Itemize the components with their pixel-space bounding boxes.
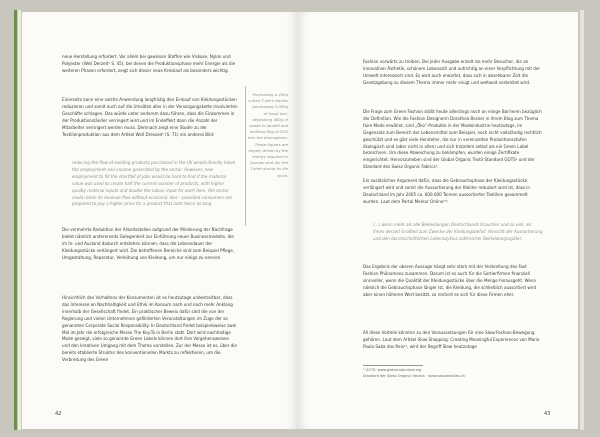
left-paragraph-1: neue Herstellung erfordert. Vor allem bei gewissen Stoffen wie Viskose, Nylon und Polyester (Weil Derzeit¹ S. 45), bei denen die Produktionsphase mehr Energie als die weiteren Phasen erfordert, zeigt sich dieser neue Kreislauf als besonders wichtig. <box>62 54 236 73</box>
right-paragraph-5: All diese Vorteile könnten zu den Voraussetzungen für eine Slow-Fashion-Bewegung gehören. Laut dem Artikel Slow Shopping: Creating Meaningful Experiences von Maria Paula Saba dos Reis¹⁴, wird der Begriff Slow heutzutage <box>363 330 540 349</box>
left-page <box>22 12 297 429</box>
left-quote: reducing the flow of existing products purchased in the UK would directly halve the employment and income generated by the sector. However, new employment to fill the shortfall of jobs would be hard to find if the material value was used to create half the current number of products, with higher quality material inputs and double the labour input for each item, the sector could retain its revenue flow without economic loss – provided consumers are prepared to pay a higher price for a product that lasts twice as long. <box>72 160 236 207</box>
right-quote: (…) wenn mehr als alle Bekleidungen Deutschlands brauchen und so viel, als ihnen derzeit Großteil zum Zwecke der Kleidungsbefall. Hinsicht der Aussortierung und den durchschnittlichen Lebenszyklus zahlreicher Bekleidungssgüter. <box>373 222 543 241</box>
book-edge-green <box>14 10 17 430</box>
page-number-right: 43 <box>544 411 551 417</box>
right-paragraph-3: Ein zusätzliches Argument dafür, dass die Gebrauchsphase der Kleidungsstücke verlängert wird und somit die Aussortierung der Kleider reduziert wird ist, dass in Deutschland im Jahr 2005 ca. 600.000 Tonnen aussortierter Textilien gesammelt wurden. Laut dem Portal Merkur Online¹³: <box>363 178 531 204</box>
book-edge-right <box>580 10 584 430</box>
footnote-rule <box>363 365 423 366</box>
sidenote-rule <box>245 86 246 226</box>
footnote-1: ¹ GOTS: www.global-standard.org <box>363 368 422 372</box>
left-paragraph-3: Die vermehrte Reduktion der Arbeitsstellen aufgrund der Minderung der Nachfrage bietet nämlich andererseits Gelegenheit zur Einführung neuer Businessmodelle, die im In- und Ausland dadurch entstehen können, dass die Lebensdauer der Kleidungsstücke verlängert wird. Die betroffenen Bereiche sind zum Beispiel Pflege, Umgestaltung, Reparatur, Verleihung von Kleidung, um nur einige zu nennen. <box>62 227 235 260</box>
page-number-left: 42 <box>55 411 62 417</box>
right-paragraph-4: Das Ergebnis der oberen Aussage hängt sehr stark mit der Verbreitung des Fast Fashion Phänomens zusammen. Darum ist es auch für die Sortierfirmen finanziell sinnvoller, wenn die Qualität der Kleidungsstücke über die Menge hinausgeht. Wenn nämlich die Gebrauchsphase länger ist, die Kleidung, die schließlich aussortiert wird aber einen höheren Wert besitzt, so rentiert es sich für diese Firmen eher. <box>363 264 537 297</box>
footnote-2: Standard der Swiss Organic Fabrics · www.swisstextiles.ch <box>363 374 465 378</box>
left-paragraph-2: Einerseits kann eine solche Anwendung langfristig den Einkauf von Kleidungsstücken reduzieren und somit auch auf die Umsätze aller in der Versorgungskette involvierten Geschäfte schlagen. Das würde unter anderem dazu führen, dass die Einkommen in der Produktionsländer verringert wird und im Endeffekt dann die Anzahl der Mitarbeiter verringert werden muss. Demnach zeigt eine Studie zu der Textilienproduktion aus dem Artikel Well Dressed² (S. 71) ein anderes Bild: <box>62 97 238 137</box>
right-paragraph-1: Fashion vorwärts zu treiben. Bei jeder Ausgabe erzielt sie mehr Besucher, die an innovativer Ästhetik, schönem Lebensstil und aufrichtig an einer Verpflichtung mit der Umwelt interessiert sind. Es wird auch erwartet, dass sich in absehbarer Zeit die Gesetzgebung zu diesem Thema immer mehr einigt und weltweit verbreitet wird. <box>363 59 541 85</box>
left-paragraph-4: Hinsichtlich des Verhaltens der Konsumenten ist es heutzutage unbestreitbar, dass das Interesse an Nachhaltigkeit und Ethik im Konsum nach und nach mehr Anklang innerhalb der Gesellschaft findet. Ein praktischer Beweis dafür sind die von der Regierung und vielen Unternehmen geförderten Veranstaltungen im Zuge der so genannten Corporate Social Responsibility. In Deutschland findet beispielsweise zwei Mal im Jahr die erfolgreiche Messe The Key.To in Berlin statt. Dort wird nachhaltige Mode gezeigt, viele so genannte Green Labels können dort ihre Vorgehensweisen und den kreativen Umgang mit dem Thema vorstellen. Zur der Messe ist es, über die bereits etablierte Struktur des konventionellen Markts zu reflektieren, um die Verbreitung des Green <box>62 295 237 363</box>
right-paragraph-2: Die Frage zum Green Fashion stößt heute allerdings noch an einige Barrieren bezüglich der Definition. Wie die Fashion Designerin Dorothea Becker in ihrem Blog zum Thema faire Mode erwähnt, sind „Öko“-Produkte in der Modeindustrie heutzutage, im Gegensatz zum Bereich der Lebensmittel zum Beispiel, noch nicht vollständig rechtlich geschützt und es gibt viele Hersteller, die nur in vereinzelten Produktionsstufen ökologisch sind (aber nicht in allen) und sich trotzdem selbst als ein Green Label bezeichnen. Um diese Abweichung zu bekämpfen, wurden einige Zertifikate eingerichtet. Hervorzuheben sind der Global Organic Textil Standard GOTS¹ und der Standard des Swiss Organic Fabrics². <box>363 109 542 170</box>
book-edge-pages <box>18 10 21 430</box>
left-sidenote: Purchasing a 250g cotton T-shirt implies purchasing 2,000g of fossil fuel, depositing 400g of waste to landfill and emitting 9kg of CO2 into the atmosphere. These figures are largely driven by the energy required to launder and dry the T-shirt during its life cycle. <box>248 92 288 178</box>
right-page <box>297 12 578 429</box>
